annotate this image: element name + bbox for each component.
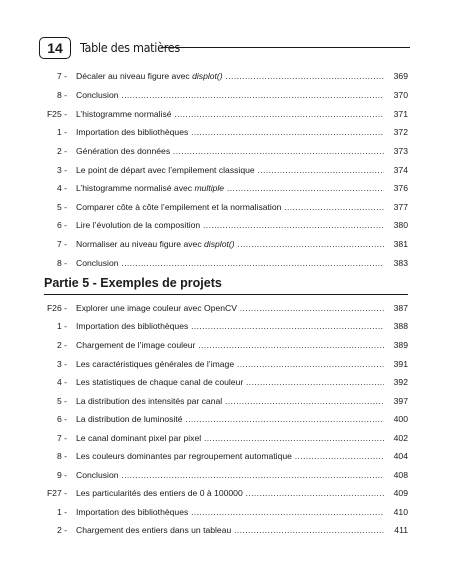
toc-entry[interactable] — [44, 505, 408, 519]
entry-page: 411 — [394, 525, 408, 535]
header-rule — [161, 47, 410, 48]
toc-entry[interactable] — [44, 431, 408, 445]
toc-entry[interactable] — [44, 319, 408, 333]
entry-page: 370 — [393, 90, 408, 100]
entry-title: L’histogramme normalisé ..... — [76, 107, 384, 121]
entry-page: 381 — [393, 239, 408, 249]
toc-entry[interactable] — [44, 69, 408, 83]
entry-number: F27 - — [46, 488, 67, 498]
entry-page: 392 — [393, 377, 408, 387]
toc-entry[interactable] — [44, 357, 408, 371]
toc-entry[interactable] — [44, 256, 408, 270]
entry-page: 377 — [393, 202, 408, 212]
entry-page: 387 — [393, 303, 408, 313]
entry-page: 371 — [393, 109, 408, 119]
toc-entry[interactable] — [44, 163, 408, 177]
toc-entry[interactable] — [44, 338, 408, 352]
entry-number: 4 - — [56, 183, 67, 193]
entry-number: 6 - — [56, 220, 67, 230]
toc-entry[interactable] — [44, 181, 408, 195]
entry-title: Chargement des entiers dans un tableau ..... — [76, 523, 384, 537]
toc-entry[interactable] — [44, 237, 408, 251]
entry-title: Lire l’évolution de la composition ..... — [76, 218, 384, 232]
entry-title: La distribution des intensités par canal ..... — [76, 394, 384, 408]
entry-title: Les couleurs dominantes par regroupement automatique ..... — [76, 449, 384, 463]
entry-title: Le canal dominant pixel par pixel ..... — [76, 431, 384, 445]
toc-entry[interactable] — [44, 468, 408, 482]
entry-page: 408 — [393, 470, 408, 480]
entry-number: 2 - — [56, 146, 67, 156]
entry-number: 5 - — [56, 396, 67, 406]
entry-number: 1 - — [56, 507, 67, 517]
toc-entry[interactable] — [44, 523, 408, 537]
entry-title: Normaliser au niveau figure avec displot() ..... — [76, 237, 384, 251]
toc-entry[interactable] — [44, 218, 408, 232]
entry-number: 8 - — [56, 451, 67, 461]
entry-page: 369 — [393, 71, 408, 81]
entry-title: L’histogramme normalisé avec multiple ..... — [76, 181, 384, 195]
entry-title: Décaler au niveau figure avec displot() ..... — [76, 69, 384, 83]
running-title: Table des matières — [80, 40, 180, 55]
entry-page: 404 — [393, 451, 408, 461]
toc-entry[interactable] — [44, 375, 408, 389]
toc-entry[interactable] — [44, 88, 408, 102]
entry-number: 1 - — [56, 127, 67, 137]
entry-page: 380 — [393, 220, 408, 230]
toc-entry[interactable] — [44, 394, 408, 408]
entry-page: 376 — [393, 183, 408, 193]
entry-number: F25 - — [46, 109, 67, 119]
part-rule — [44, 294, 408, 295]
entry-page: 391 — [393, 359, 408, 369]
entry-number: 7 - — [56, 71, 67, 81]
page-number-badge: 14 — [39, 37, 71, 59]
entry-page: 389 — [393, 340, 408, 350]
entry-number: 3 - — [56, 165, 67, 175]
entry-title: Les caractéristiques générales de l’image ..... — [76, 357, 384, 371]
entry-title: Le point de départ avec l’empilement classique ..... — [76, 163, 384, 177]
page-header — [39, 37, 410, 61]
entry-page: 372 — [393, 127, 408, 137]
entry-title: Explorer une image couleur avec OpenCV ..... — [76, 301, 384, 315]
toc-entry[interactable] — [44, 144, 408, 158]
entry-title: Les particularités des entiers de 0 à 100000 ..... — [76, 486, 384, 500]
entry-number: 7 - — [56, 239, 67, 249]
entry-title: Chargement de l’image couleur ..... — [76, 338, 384, 352]
toc-entry[interactable] — [44, 486, 408, 500]
entry-number: 2 - — [56, 525, 67, 535]
entry-number: 1 - — [56, 321, 67, 331]
entry-title: Importation des bibliothèques ..... — [76, 505, 384, 519]
entry-number: 8 - — [56, 258, 67, 268]
entry-page: 402 — [393, 433, 408, 443]
entry-number: 7 - — [56, 433, 67, 443]
entry-number: 5 - — [56, 202, 67, 212]
entry-page: 397 — [393, 396, 408, 406]
entry-number: 3 - — [56, 359, 67, 369]
entry-page: 388 — [393, 321, 408, 331]
entry-number: 4 - — [56, 377, 67, 387]
entry-number: 6 - — [56, 414, 67, 424]
entry-number: F26 - — [46, 303, 67, 313]
entry-title: Comparer côte à côte l’empilement et la normalisation ..... — [76, 200, 384, 214]
entry-page: 400 — [393, 414, 408, 424]
entry-title: Importation des bibliothèques ..... — [76, 319, 384, 333]
entry-number: 2 - — [56, 340, 67, 350]
toc-entry[interactable] — [44, 301, 408, 315]
toc-entry[interactable] — [44, 449, 408, 463]
toc-entry[interactable] — [44, 125, 408, 139]
entry-title: Conclusion ..... — [76, 88, 384, 102]
entry-title: Importation des bibliothèques ..... — [76, 125, 384, 139]
toc-entry[interactable] — [44, 412, 408, 426]
entry-page: 383 — [393, 258, 408, 268]
entry-page: 373 — [393, 146, 408, 156]
toc-entry[interactable] — [44, 107, 408, 121]
part-heading: Partie 5 - Exemples de projets — [44, 276, 222, 290]
entry-title: Conclusion ..... — [76, 256, 384, 270]
entry-title: La distribution de luminosité ..... — [76, 412, 384, 426]
entry-page: 374 — [393, 165, 408, 175]
entry-page: 409 — [393, 488, 408, 498]
entry-title: Génération des données ..... — [76, 144, 384, 158]
entry-number: 9 - — [56, 470, 67, 480]
entry-title: Conclusion ..... — [76, 468, 384, 482]
toc-entry[interactable] — [44, 200, 408, 214]
entry-number: 8 - — [56, 90, 67, 100]
entry-page: 410 — [393, 507, 408, 517]
entry-title: Les statistiques de chaque canal de couleur ..... — [76, 375, 384, 389]
